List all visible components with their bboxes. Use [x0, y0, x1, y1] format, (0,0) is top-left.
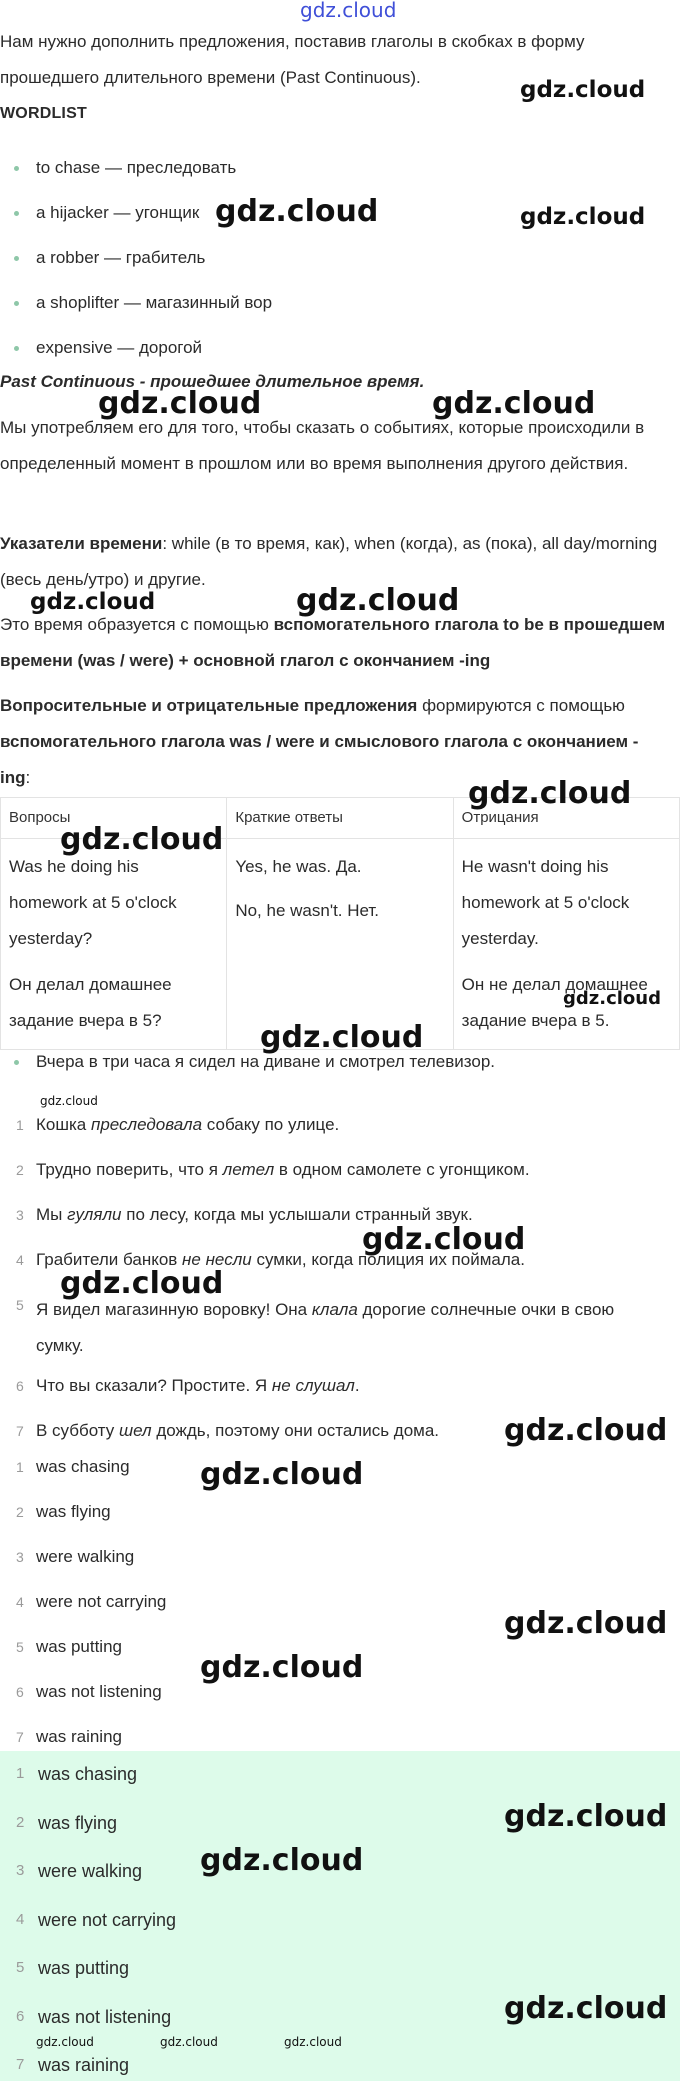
answer-item: 1 was chasing: [16, 1457, 130, 1476]
answer-item: 5 was putting: [16, 1637, 122, 1656]
questions-bold-2: вспомогательного глагола was / were и смыслового глагола с окончанием -ing: [0, 732, 639, 787]
intro-text: Нам нужно дополнить предложения, поставив глаголы в скобках в форму прошедшего длительного времени (Past Continuous).: [0, 32, 585, 87]
watermark: gdz.cloud: [284, 2035, 342, 2049]
list-item: 2 Трудно поверить, что я летел в одном самолете с угонщиком.: [16, 1160, 530, 1179]
watermark: gdz.cloud: [468, 776, 632, 811]
list-item: 7 В субботу шел дождь, поэтому они остались дома.: [16, 1421, 440, 1440]
answer-item: 4 were not carrying: [16, 1592, 167, 1611]
questions-end: :: [25, 768, 31, 787]
questions-mid: формируются с помощью: [417, 696, 625, 715]
question-ru: Он делал домашнее задание вчера в 5?: [9, 975, 172, 1030]
theory-usage: Мы употребляем его для того, чтобы сказать о событиях, которые происходили в определенный момент в прошлом или во время выполнения другого действия.: [0, 418, 645, 473]
example-sentence: Вчера в три часа я сидел на диване и смотрел телевизор.: [36, 1049, 495, 1075]
answer-yes: Yes, he was. Да.: [235, 857, 362, 876]
wordlist-heading: WORDLIST: [0, 105, 87, 122]
theory-title: Past Continuous - прошедшее длительное время.: [0, 372, 425, 391]
watermark: gdz.cloud: [504, 1413, 668, 1448]
watermark: gdz.cloud: [520, 204, 646, 230]
watermark: gdz.cloud: [504, 1606, 668, 1641]
list-item: 1 Кошка преследовала собаку по улице.: [16, 1115, 340, 1134]
watermark: gdz.cloud: [260, 1020, 424, 1055]
table-header: Вопросы: [1, 798, 227, 839]
watermark: gdz.cloud: [300, 0, 397, 22]
watermark: gdz.cloud: [160, 2035, 218, 2049]
list-item: 5 Я видел магазинную воровку! Она клала дорогие солнечные очки в свою сумку.: [16, 1297, 615, 1355]
questions-bold-1: Вопросительные и отрицательные предложения: [0, 696, 418, 715]
list-item: a hijacker — угонщик: [36, 200, 199, 226]
watermark: gdz.cloud: [36, 2035, 94, 2049]
answer-item: 4 were not carrying: [16, 1910, 177, 1930]
answer-item: 6 was not listening: [16, 2007, 172, 2027]
watermark: gdz.cloud: [432, 386, 596, 421]
table-row: [1, 839, 680, 1050]
answer-item: 1 was chasing: [16, 1764, 138, 1784]
list-item: to chase — преследовать: [36, 155, 236, 181]
answer-item: 2 was flying: [16, 1813, 118, 1833]
answer-item: 3 were walking: [16, 1547, 135, 1566]
markers-text: : while (в то время, как), when (когда), as (пока), all day/morning (весь день/утро) и другие.: [0, 534, 658, 589]
watermark: gdz.cloud: [200, 1650, 364, 1685]
watermark: gdz.cloud: [30, 589, 156, 615]
watermark: gdz.cloud: [200, 1457, 364, 1492]
answer-item: 7 was raining: [16, 2055, 130, 2075]
watermark: gdz.cloud: [40, 1094, 98, 1108]
answer-item: 6 was not listening: [16, 1682, 162, 1701]
negative-en: He wasn't doing his homework at 5 o'clock yesterday.: [461, 857, 630, 948]
list-item: 6 Что вы сказали? Простите. Я не слушал.: [16, 1376, 360, 1395]
list-item: a shoplifter — магазинный вор: [36, 290, 272, 316]
question-en: Was he doing his homework at 5 o'clock yesterday?: [9, 857, 177, 948]
negative-ru: Он не делал домашнее задание вчера в 5.: [461, 975, 648, 1030]
watermark: gdz.cloud: [200, 1843, 364, 1878]
watermark: gdz.cloud: [504, 1991, 668, 2026]
watermark: gdz.cloud: [60, 822, 224, 857]
list-item: expensive — дорогой: [36, 335, 202, 361]
table-cell-negatives: [453, 839, 679, 1050]
answer-item: 2 was flying: [16, 1502, 111, 1521]
answer-item: 3 were walking: [16, 1861, 143, 1881]
answer-item: 7 was raining: [16, 1727, 122, 1746]
watermark: gdz.cloud: [60, 1266, 224, 1301]
table-cell-questions: [1, 839, 227, 1050]
table-cell-short-answers: [227, 839, 453, 1050]
answer-no: No, he wasn't. Нет.: [235, 901, 380, 920]
watermark: gdz.cloud: [296, 583, 460, 618]
formation-start: Это время образуется с помощью: [0, 615, 274, 634]
watermark: gdz.cloud: [520, 77, 646, 103]
table-header: Краткие ответы: [227, 798, 453, 839]
list-item: a robber — грабитель: [36, 245, 205, 271]
list-item: 3 Мы гуляли по лесу, когда мы услышали странный звук.: [16, 1205, 473, 1224]
formation-bold: вспомогательного глагола to be в прошедшем времени (was / were) + основной глагол с окончанием -ing: [0, 615, 666, 670]
watermark: gdz.cloud: [98, 386, 262, 421]
watermark: gdz.cloud: [362, 1222, 526, 1257]
watermark: gdz.cloud: [504, 1799, 668, 1834]
watermark: gdz.cloud: [215, 194, 379, 229]
watermark: gdz.cloud: [563, 988, 661, 1009]
answer-item: 5 was putting: [16, 1958, 130, 1978]
table-header: Отрицания: [453, 798, 679, 839]
markers-label: Указатели времени: [0, 534, 163, 553]
list-item: 4 Грабители банков не несли сумки, когда полиция их поймала.: [16, 1250, 525, 1269]
